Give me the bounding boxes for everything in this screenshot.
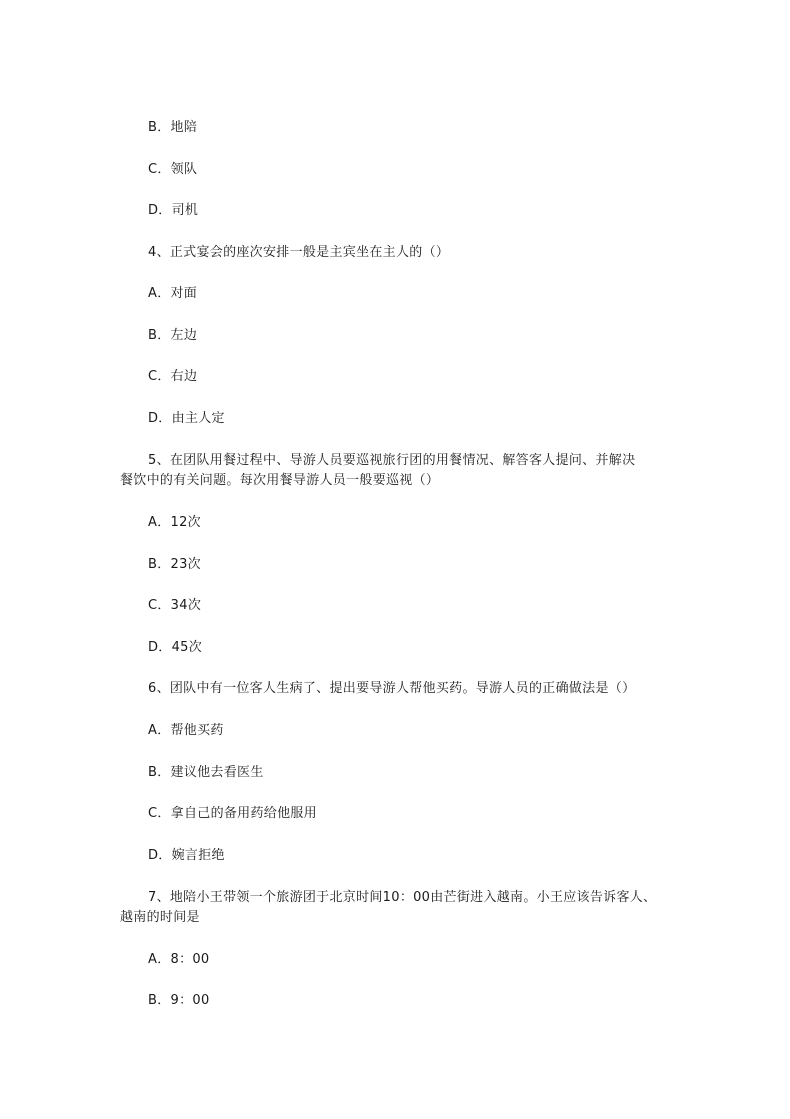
option-b-q7: B．9：00 [148, 993, 210, 1008]
option-a-q5: A．12次 [148, 515, 201, 530]
option-d-q3: D．司机 [148, 203, 199, 218]
question-5-line-2: 餐饮中的有关问题。每次用餐导游人员一般要巡视（） [120, 473, 440, 488]
option-c-q4: C．右边 [148, 369, 198, 384]
option-d-q5: D．45次 [148, 640, 203, 655]
option-d-q4: D．由主人定 [148, 411, 225, 426]
option-b-q3: B．地陪 [148, 120, 198, 135]
option-b-q4: B．左边 [148, 328, 198, 343]
option-a-q7: A．8：00 [148, 952, 210, 967]
option-c-q6: C．拿自己的备用药给他服用 [148, 806, 317, 821]
question-7-line-2: 越南的时间是 [120, 910, 200, 925]
question-6: 6、团队中有一位客人生病了、提出要导游人帮他买药。导游人员的正确做法是（） [148, 681, 636, 696]
question-5-line-1: 5、在团队用餐过程中、导游人员要巡视旅行团的用餐情况、解答客人提问、并解决 [148, 453, 636, 468]
option-c-q5: C．34次 [148, 598, 202, 613]
option-d-q6: D．婉言拒绝 [148, 848, 225, 863]
option-a-q4: A．对面 [148, 286, 198, 301]
option-c-q3: C．领队 [148, 162, 198, 177]
option-b-q5: B．23次 [148, 557, 201, 572]
option-a-q6: A．帮他买药 [148, 723, 224, 738]
question-7-line-1: 7、地陪小王带领一个旅游团于北京时间10：00由芒街进入越南。小王应该告诉客人、 [148, 890, 657, 905]
question-4: 4、正式宴会的座次安排一般是主宾坐在主人的（） [148, 245, 450, 260]
option-b-q6: B．建议他去看医生 [148, 765, 264, 780]
